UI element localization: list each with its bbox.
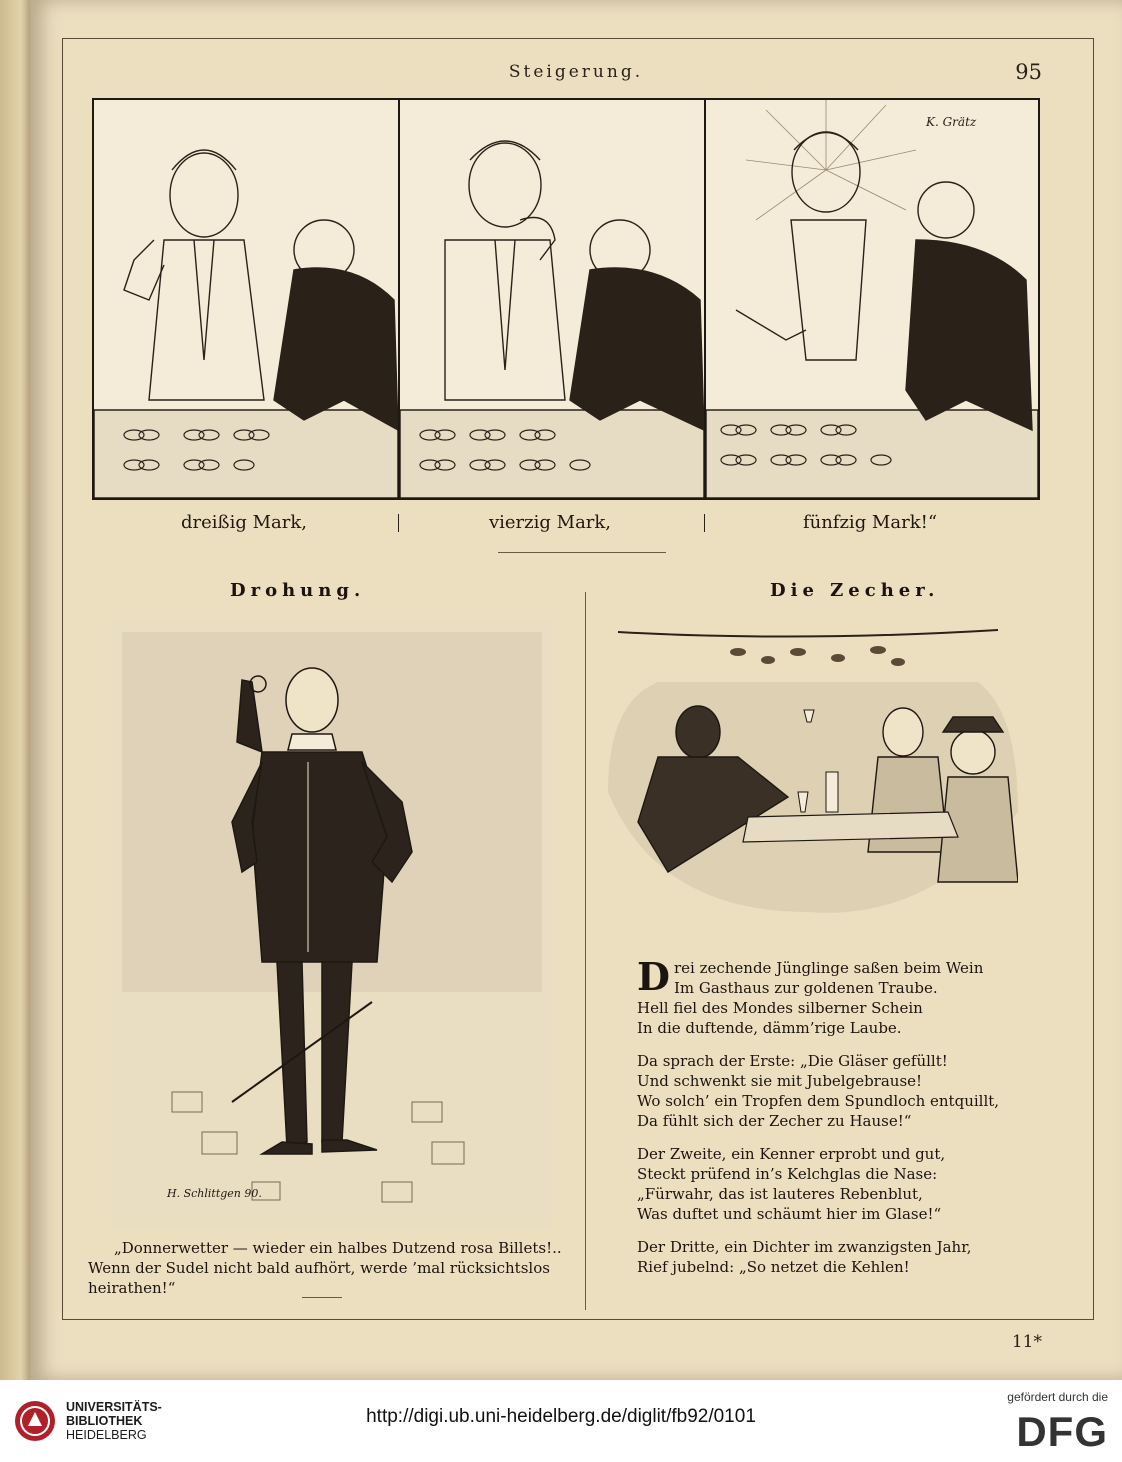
poem-line: Rief jubelnd: „So netzet die Kehlen!	[637, 1258, 910, 1276]
section-rule	[498, 552, 666, 553]
column-divider	[585, 592, 586, 1310]
permalink-url[interactable]: http://digi.ub.uni-heidelberg.de/diglit/fb92/0101	[366, 1406, 756, 1427]
poem-line: Was duftet und schäumt hier im Glase!“	[637, 1205, 942, 1223]
drohung-artist-signature: H. Schlittgen 90.	[167, 1187, 262, 1200]
drohung-caption-line: heirathen!“	[88, 1279, 176, 1297]
drohung-title: Drohung.	[230, 580, 366, 601]
dfg-logo[interactable]: DFG	[1016, 1408, 1108, 1455]
poem-line: rei zechende Jünglinge saßen beim Wein	[673, 959, 984, 977]
library-line-3: HEIDELBERG	[66, 1428, 147, 1442]
poem-line: Der Dritte, ein Dichter im zwanzigsten Jahr,	[637, 1238, 972, 1256]
footer-bar	[0, 1380, 1122, 1462]
comic-caption-1: dreißig Mark,	[181, 512, 307, 533]
poem-line: Wo solch’ ein Tropfen dem Spundloch entquillt,	[637, 1092, 1000, 1110]
comic-caption-2: vierzig Mark,	[488, 512, 612, 533]
poem-line: „Fürwahr, das ist lauteres Rebenblut,	[637, 1185, 923, 1203]
drohung-caption-line: „Donnerwetter — wieder ein halbes Dutzend rosa Billets!..	[114, 1239, 562, 1257]
drinkers-drawing	[598, 622, 1018, 922]
library-line-1: UNIVERSITÄTS-	[66, 1400, 162, 1414]
comic-panel-2	[400, 100, 706, 498]
poem-stanza-1	[637, 954, 1017, 1038]
poem-stanza-2	[637, 1051, 1017, 1131]
drohung-illustration	[112, 622, 552, 1230]
poem-line: Steckt prüfend in’s Kelchglas die Nase:	[637, 1165, 938, 1183]
drohung-caption	[88, 1238, 568, 1298]
comic-panel-2-drawing	[400, 100, 704, 498]
comic-panel-1	[94, 100, 400, 498]
page-number: 95	[1015, 60, 1042, 84]
running-title: Steigerung.	[508, 62, 644, 82]
poem-line: Hell fiel des Mondes silberner Schein	[637, 999, 923, 1017]
zecher-poem	[637, 954, 1017, 1290]
zecher-illustration	[598, 622, 1018, 922]
poem-line: Da sprach der Erste: „Die Gläser gefüllt!	[637, 1052, 948, 1070]
poem-dropcap: D	[637, 954, 670, 999]
comic-captions	[92, 512, 1036, 542]
poem-line: Da fühlt sich der Zecher zu Hause!“	[637, 1112, 912, 1130]
comic-strip	[92, 98, 1040, 500]
poem-line: Der Zweite, ein Kenner erprobt und gut,	[637, 1145, 946, 1163]
zecher-title: Die Zecher.	[770, 580, 940, 601]
signature-mark: 11*	[1011, 1332, 1042, 1352]
comic-panel-1-drawing	[94, 100, 398, 498]
poem-stanza-3	[637, 1144, 1017, 1224]
previous-page-edge	[0, 0, 30, 1380]
library-line-2: BIBLIOTHEK	[66, 1414, 143, 1428]
drohung-caption-line: Wenn der Sudel nicht bald aufhört, werde ’mal rücksichtslos	[88, 1259, 550, 1277]
comic-panel-3-drawing	[706, 100, 1038, 498]
poem-line: Und schwenkt sie mit Jubelgebrause!	[637, 1072, 923, 1090]
comic-panel-3	[706, 100, 1038, 498]
comic-caption-3: fünfzig Mark!“	[802, 512, 938, 533]
short-rule	[302, 1297, 342, 1298]
poem-line: In die duftende, dämm’rige Laube.	[637, 1019, 902, 1037]
poem-line: Im Gasthaus zur goldenen Traube.	[673, 979, 938, 997]
officer-drawing	[112, 622, 552, 1230]
poem-stanza-4	[637, 1237, 1017, 1277]
comic-artist-signature: K. Grätz	[926, 115, 977, 129]
magazine-page	[30, 0, 1122, 1380]
funded-by-label: gefördert durch die	[1007, 1390, 1108, 1404]
